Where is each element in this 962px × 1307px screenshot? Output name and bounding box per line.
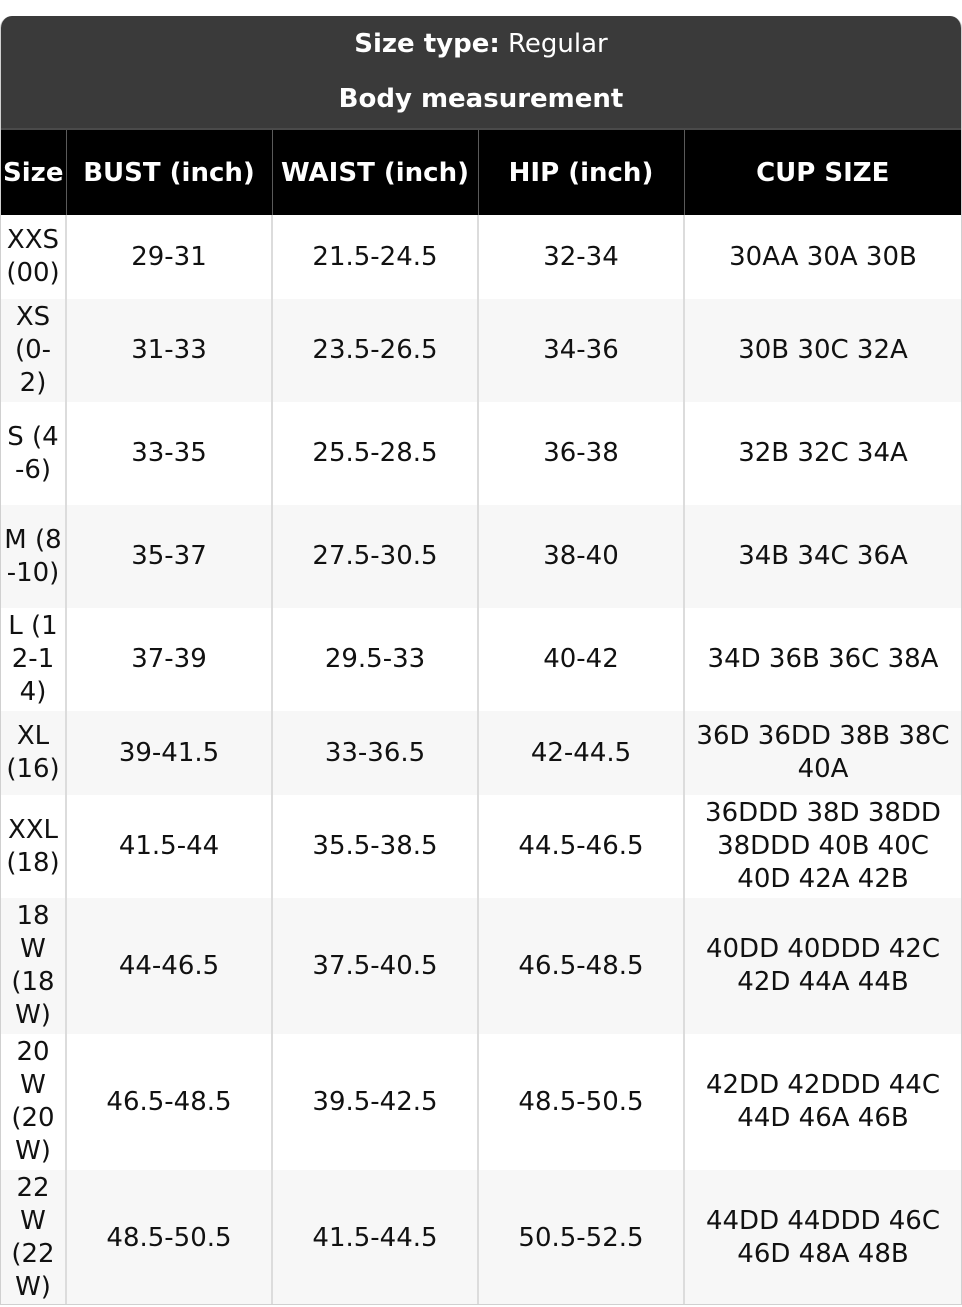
cell-cup: 36DDD 38D 38DD 38DDD 40B 40C 40D 42A 42B bbox=[684, 795, 961, 898]
header-cup-size: CUP SIZE bbox=[684, 129, 961, 215]
cell-cup: 34B 34C 36A bbox=[684, 505, 961, 608]
cell-bust: 37-39 bbox=[66, 608, 272, 711]
cell-cup: 44DD 44DDD 46C 46D 48A 48B bbox=[684, 1170, 961, 1305]
table-row bbox=[1, 402, 961, 505]
cell-size: XXL (18) bbox=[6, 814, 60, 878]
table-row bbox=[1, 608, 961, 711]
cell-cup: 42DD 42DDD 44C 44D 46A 46B bbox=[684, 1034, 961, 1170]
cell-hip: 50.5-52.5 bbox=[478, 1170, 684, 1305]
cell-bust: 48.5-50.5 bbox=[66, 1170, 272, 1305]
cell-size: XS (0-2) bbox=[14, 302, 52, 398]
cell-waist: 41.5-44.5 bbox=[272, 1170, 478, 1305]
cell-cup: 36D 36DD 38B 38C 40A bbox=[684, 711, 961, 795]
cell-bust: 39-41.5 bbox=[66, 711, 272, 795]
cell-hip: 42-44.5 bbox=[478, 711, 684, 795]
table-row bbox=[1, 1034, 961, 1170]
cell-waist: 23.5-26.5 bbox=[272, 299, 478, 402]
size-chart bbox=[0, 16, 962, 1305]
cell-hip: 34-36 bbox=[478, 299, 684, 402]
cell-cup: 30B 30C 32A bbox=[684, 299, 961, 402]
cell-cup: 32B 32C 34A bbox=[684, 402, 961, 505]
cell-waist: 25.5-28.5 bbox=[272, 402, 478, 505]
cell-hip: 36-38 bbox=[478, 402, 684, 505]
cell-size: 20 W (20 W) bbox=[11, 1037, 55, 1166]
cell-cup: 30AA 30A 30B bbox=[684, 215, 961, 299]
cell-hip: 38-40 bbox=[478, 505, 684, 608]
body-measurement-title: Body measurement bbox=[338, 84, 624, 114]
cell-waist: 35.5-38.5 bbox=[272, 795, 478, 898]
cell-size: S (4-6) bbox=[7, 421, 59, 485]
table-row bbox=[1, 711, 961, 795]
cell-hip: 48.5-50.5 bbox=[478, 1034, 684, 1170]
header-size: Size bbox=[1, 129, 66, 215]
cell-waist: 39.5-42.5 bbox=[272, 1034, 478, 1170]
table-row bbox=[1, 1170, 961, 1305]
cell-bust: 31-33 bbox=[66, 299, 272, 402]
cell-size: XXS (00) bbox=[6, 225, 60, 288]
cell-cup: 34D 36B 36C 38A bbox=[684, 608, 961, 711]
cell-size: 18 W (18 W) bbox=[11, 901, 55, 1030]
cell-hip: 46.5-48.5 bbox=[478, 898, 684, 1034]
cell-bust: 35-37 bbox=[66, 505, 272, 608]
cell-size: L (12-14) bbox=[8, 611, 58, 707]
size-type-line bbox=[354, 28, 607, 60]
cell-hip: 32-34 bbox=[478, 215, 684, 299]
cell-bust: 44-46.5 bbox=[66, 898, 272, 1034]
cell-size: 22 W (22 W) bbox=[11, 1173, 55, 1302]
size-type-value: Regular bbox=[508, 29, 608, 59]
cell-hip: 44.5-46.5 bbox=[478, 795, 684, 898]
table-row bbox=[1, 898, 961, 1034]
size-type-label: Size type: bbox=[354, 29, 500, 59]
cell-bust: 29-31 bbox=[66, 215, 272, 299]
cell-size: XL (16) bbox=[6, 721, 60, 784]
header-waist: WAIST (inch) bbox=[272, 129, 478, 215]
cell-size: M (8-10) bbox=[4, 524, 62, 588]
cell-waist: 27.5-30.5 bbox=[272, 505, 478, 608]
cell-bust: 46.5-48.5 bbox=[66, 1034, 272, 1170]
cell-cup: 40DD 40DDD 42C 42D 44A 44B bbox=[684, 898, 961, 1034]
size-chart-banner bbox=[1, 16, 961, 128]
table-header-row bbox=[1, 129, 961, 215]
size-table bbox=[1, 128, 961, 1305]
header-bust: BUST (inch) bbox=[66, 129, 272, 215]
table-row bbox=[1, 505, 961, 608]
table-row bbox=[1, 299, 961, 402]
table-row bbox=[1, 795, 961, 898]
cell-waist: 29.5-33 bbox=[272, 608, 478, 711]
header-hip: HIP (inch) bbox=[478, 129, 684, 215]
cell-waist: 21.5-24.5 bbox=[272, 215, 478, 299]
cell-waist: 33-36.5 bbox=[272, 711, 478, 795]
cell-bust: 41.5-44 bbox=[66, 795, 272, 898]
cell-bust: 33-35 bbox=[66, 402, 272, 505]
table-row bbox=[1, 215, 961, 299]
cell-hip: 40-42 bbox=[478, 608, 684, 711]
cell-waist: 37.5-40.5 bbox=[272, 898, 478, 1034]
